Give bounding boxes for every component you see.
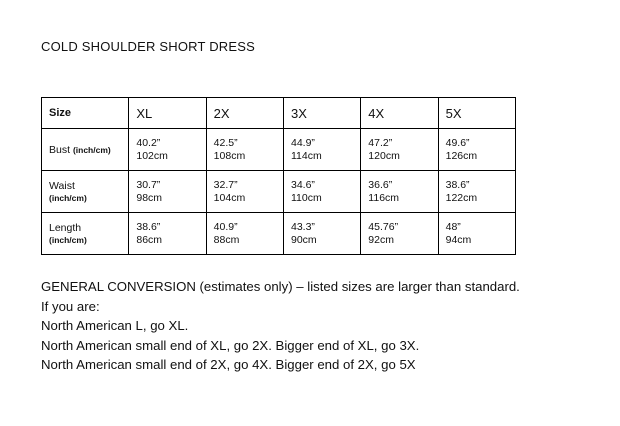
size-chart-table xyxy=(41,97,516,255)
cell-inch: 36.6” xyxy=(368,178,393,191)
cell-inch: 32.7” xyxy=(213,178,238,191)
cell-cm: 120cm xyxy=(368,149,400,162)
row-label-bust xyxy=(42,129,129,171)
size-header-xl: XL xyxy=(129,98,206,129)
size-header-2x: 2X xyxy=(206,98,283,129)
size-header-4x: 4X xyxy=(361,98,438,129)
cell-inch: 38.6” xyxy=(136,220,161,233)
cell-cm: 126cm xyxy=(445,149,478,162)
table-cell xyxy=(361,171,438,213)
cell-cm: 104cm xyxy=(213,191,246,204)
table-cell xyxy=(438,129,515,171)
table-cell xyxy=(438,171,515,213)
table-row-bust xyxy=(42,129,516,171)
cell-cm: 92cm xyxy=(368,233,394,246)
size-header-5x: 5X xyxy=(438,98,515,129)
cell-inch: 44.9” xyxy=(290,136,315,149)
cell-cm: 98cm xyxy=(136,191,163,204)
cell-inch: 40.2” xyxy=(136,136,161,149)
row-label-text: Waist xyxy=(49,179,75,192)
table-cell xyxy=(361,213,438,255)
cell-cm: 122cm xyxy=(445,191,478,204)
conversion-line: North American small end of XL, go 2X. Bigger end of XL, go 3X. xyxy=(41,337,420,353)
table-cell xyxy=(206,171,283,213)
conversion-notes xyxy=(41,277,520,375)
cell-inch: 45.76” xyxy=(368,220,399,233)
cell-inch: 42.5” xyxy=(213,136,238,149)
page-title: COLD SHOULDER SHORT DRESS xyxy=(41,39,256,54)
table-row-waist xyxy=(42,171,516,213)
table-cell xyxy=(129,171,206,213)
cell-inch: 49.6” xyxy=(445,136,470,149)
cell-cm: 116cm xyxy=(368,191,400,204)
cell-cm: 94cm xyxy=(445,233,472,246)
table-cell xyxy=(129,213,206,255)
conversion-line: If you are: xyxy=(41,298,100,314)
table-row-length xyxy=(42,213,516,255)
row-label-length xyxy=(42,213,129,255)
conversion-heading: GENERAL CONVERSION (estimates only) – listed sizes are larger than standard. xyxy=(41,279,520,294)
cell-inch: 34.6” xyxy=(290,178,315,191)
table-cell xyxy=(206,129,283,171)
table-cell xyxy=(283,129,360,171)
cell-inch: 38.6” xyxy=(445,178,470,191)
cell-inch: 40.9” xyxy=(213,220,238,233)
cell-cm: 110cm xyxy=(290,191,322,204)
cell-cm: 102cm xyxy=(136,149,168,162)
cell-inch: 47.2” xyxy=(368,136,393,149)
conversion-line: North American L, go XL. xyxy=(41,318,189,333)
cell-inch: 30.7” xyxy=(136,178,161,191)
table-cell xyxy=(206,213,283,255)
size-header-label: Size xyxy=(42,98,129,129)
cell-cm: 88cm xyxy=(213,233,240,246)
size-header-3x: 3X xyxy=(283,98,360,129)
cell-cm: 108cm xyxy=(213,149,246,162)
row-unit-text: (inch/cm) xyxy=(49,192,87,203)
table-cell xyxy=(361,129,438,171)
cell-cm: 114cm xyxy=(290,149,322,162)
row-label-text: Length xyxy=(49,221,82,234)
table-cell xyxy=(283,213,360,255)
table-header-row xyxy=(42,98,516,129)
cell-inch: 48” xyxy=(445,220,461,233)
cell-cm: 86cm xyxy=(136,233,163,246)
row-unit-text: (inch/cm) xyxy=(49,234,87,245)
cell-inch: 43.3” xyxy=(290,220,315,233)
table-cell xyxy=(129,129,206,171)
row-unit-text: (inch/cm) xyxy=(72,144,111,155)
conversion-line: North American small end of 2X, go 4X. Bigger end of 2X, go 5X xyxy=(41,357,416,372)
row-label-waist xyxy=(42,171,129,213)
cell-cm: 90cm xyxy=(290,233,317,246)
table-cell xyxy=(283,171,360,213)
row-label-text: Bust xyxy=(49,143,71,156)
table-cell xyxy=(438,213,515,255)
